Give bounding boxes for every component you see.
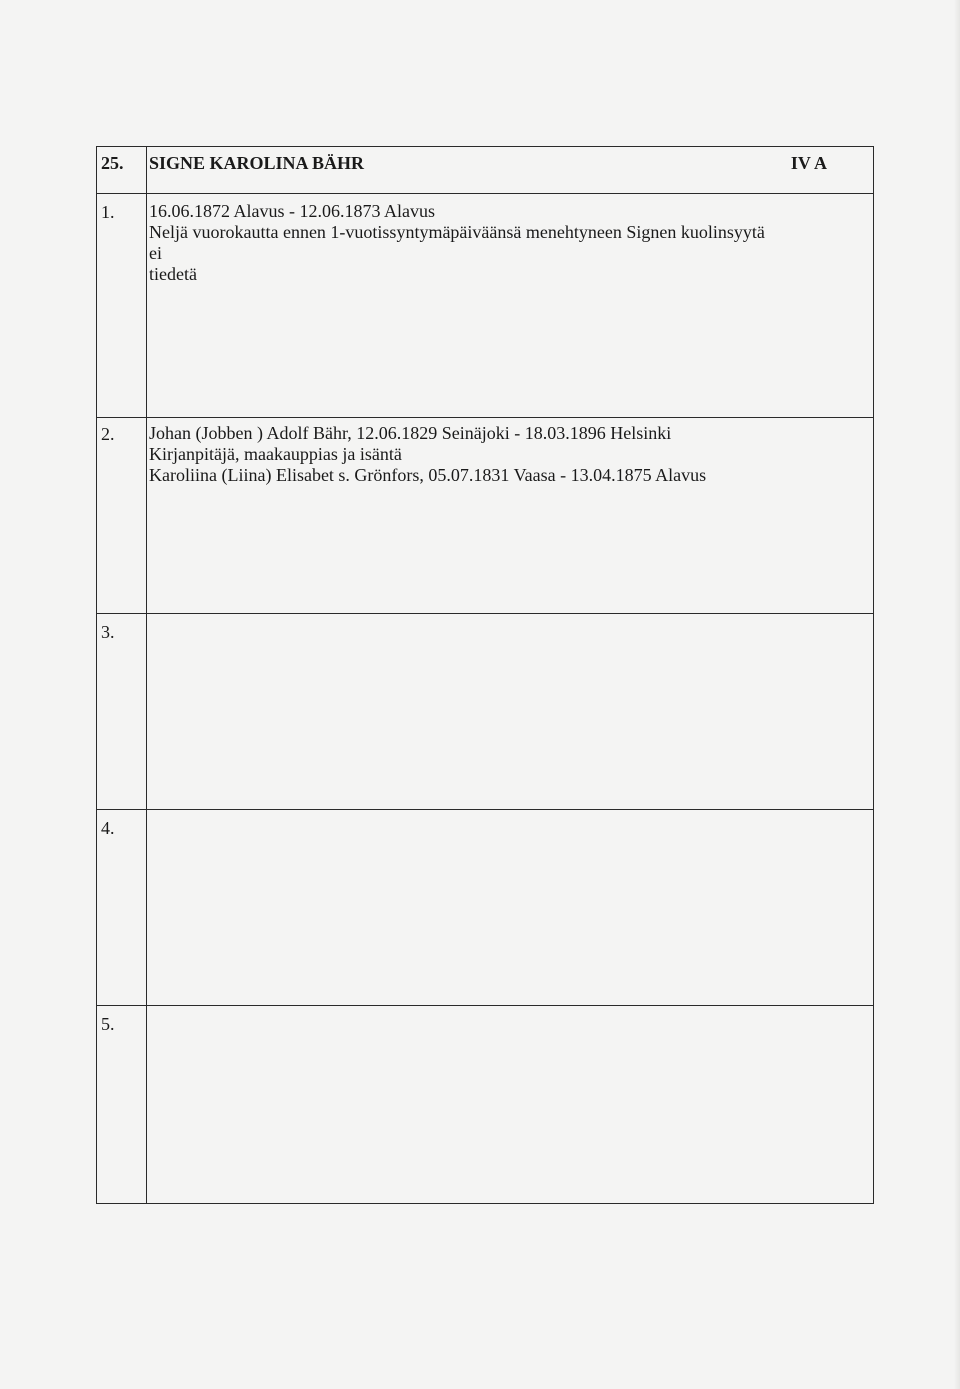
row-2-content xyxy=(149,423,865,486)
record-number: 25. xyxy=(101,153,124,173)
row-divider xyxy=(97,1005,873,1006)
person-name: SIGNE KAROLINA BÄHR xyxy=(149,153,365,173)
row-divider xyxy=(97,613,873,614)
column-divider xyxy=(146,147,147,1203)
row-divider xyxy=(97,809,873,810)
cause-of-death-line: Neljä vuorokautta ennen 1-vuotissyntymäpäiväänsä menehtyneen Signen kuolinsyytä xyxy=(149,222,765,242)
row-number: 4. xyxy=(101,818,115,838)
cause-of-death-line: tiedetä xyxy=(149,264,197,284)
generation-code: IV A xyxy=(790,153,827,173)
row-number: 1. xyxy=(101,202,115,222)
cause-of-death-line: ei xyxy=(149,243,162,263)
header-divider xyxy=(97,193,873,194)
row-divider xyxy=(97,417,873,418)
page-edge-shadow xyxy=(954,0,960,1389)
father-occupation-line: Kirjanpitäjä, maakauppias ja isäntä xyxy=(149,444,402,464)
row-number: 2. xyxy=(101,424,115,444)
record-form xyxy=(96,146,874,1204)
birth-death-line: 16.06.1872 Alavus - 12.06.1873 Alavus xyxy=(149,201,435,221)
father-line: Johan (Jobben ) Adolf Bähr, 12.06.1829 Seinäjoki - 18.03.1896 Helsinki xyxy=(149,423,672,443)
row-number: 5. xyxy=(101,1014,115,1034)
row-number: 3. xyxy=(101,622,115,642)
mother-line: Karoliina (Liina) Elisabet s. Grönfors, 05.07.1831 Vaasa - 13.04.1875 Alavus xyxy=(149,465,707,485)
row-1-content xyxy=(149,201,865,285)
